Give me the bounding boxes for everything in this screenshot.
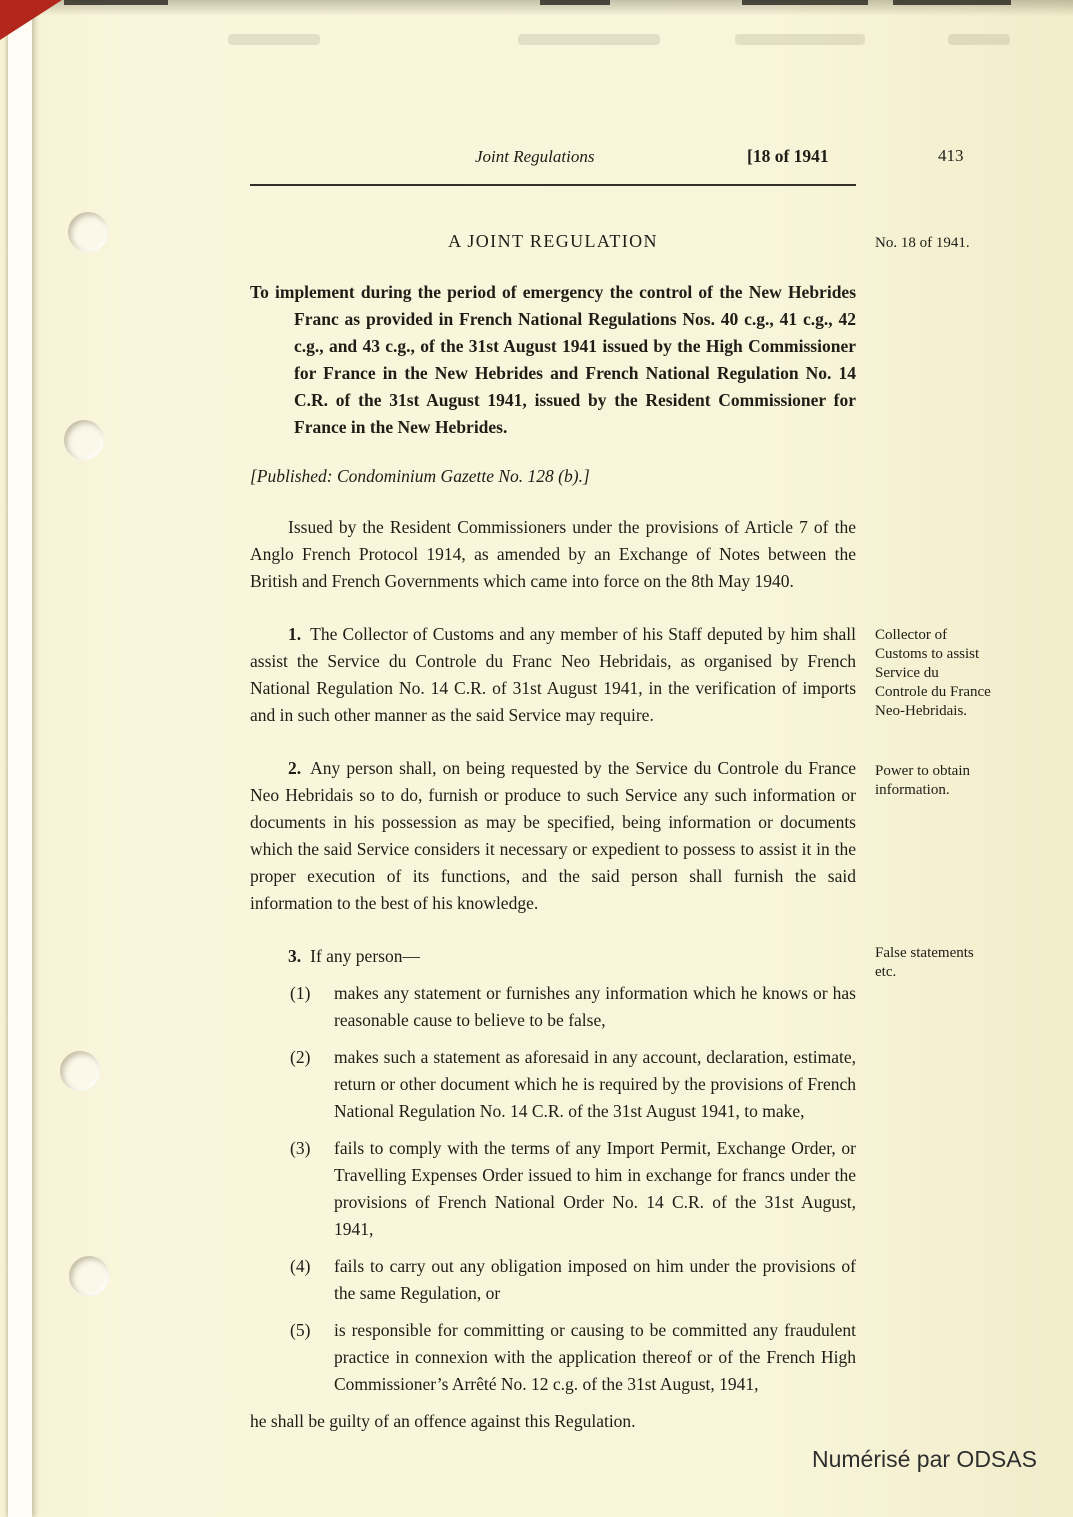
section-2-text: Any person shall, on being requested by the Service du Controle du France Neo Hebridais so to do, furnish or produce to such Service any such information or documents in his possession as may be specified, being information or documents which the said Service considers it necessary or expedient to possess to assist it in the proper execution of its functions, and the said person shall furnish the said information to the best of his knowledge. [250,758,856,913]
page-number: 413 [938,146,964,165]
document-title: A JOINT REGULATION [448,231,658,251]
clause-2-label: (2) [290,1047,311,1067]
header-rule [250,184,856,186]
published-line: [Published: Condominium Gazette No. 128 (b).] [250,466,590,486]
scan-top-shadow [540,0,610,5]
scan-top-shadow [893,0,1011,5]
margin-note-section-3: False statements etc. [875,945,974,980]
scan-smudge [948,34,1010,45]
clause-list [250,980,856,1398]
clause-item [250,1253,856,1307]
hole-punch [64,420,104,460]
scan-smudge [735,34,865,45]
clause-2-text: makes such a statement as aforesaid in any account, declaration, estimate, return or other document which he is required by the provisions of French National Regulation No. 14 C.R. of the 31st August 1941, to make, [334,1047,856,1121]
running-title: Joint Regulations [475,147,595,166]
clause-3-text: fails to comply with the terms of any Import Permit, Exchange Order, or Travelling Expenses Order issued to him in exchange for francs under the provisions of French National Order No. 14 C.R. of the 31st August, 1941, [334,1138,856,1239]
section-3-heading [250,943,856,970]
hole-punch [60,1051,100,1091]
clause-item [250,980,856,1034]
margin-note-regulation-number: No. 18 of 1941. [875,235,970,251]
hole-punch [68,212,108,252]
margin-note-section-1: Collector of Customs to assist Service du Controle du France Neo-Hebridais. [875,627,991,719]
clause-item [250,1044,856,1125]
scan-left-edge [8,0,32,1517]
clause-1-label: (1) [290,983,311,1003]
scan-top-shadow [742,0,868,5]
clause-item [250,1317,856,1398]
clause-1-text: makes any statement or furnishes any information which he knows or has reasonable cause to believe to be false, [334,983,856,1030]
scan-top-shadow [64,0,168,5]
scan-smudge [228,34,320,45]
closing-line: he shall be guilty of an offence against this Regulation. [250,1411,636,1431]
margin-note-section-2: Power to obtain information. [875,763,970,798]
clause-5-text: is responsible for committing or causing to be committed any fraudulent practice in connexion with the application thereof or of the French High Commissioner’s Arrêté No. 12 c.g. of the 31st August, 1941, [334,1320,856,1394]
issued-paragraph: Issued by the Resident Commissioners under the provisions of Article 7 of the Anglo French Protocol 1914, as amended by an Exchange of Notes between the British and French Governments which came into force on the 8th May 1940. [250,517,856,591]
scan-smudge [518,34,660,45]
section-1-paragraph [250,621,856,729]
section-1-number: 1. [288,624,302,644]
clause-3-label: (3) [290,1138,311,1158]
scan-credit: Numérisé par ODSAS [812,1446,1037,1472]
section-3-text: If any person— [310,946,420,966]
clause-4-text: fails to carry out any obligation imposed on him under the provisions of the same Regulation, or [334,1256,856,1303]
hole-punch [69,1256,109,1296]
clause-5-label: (5) [290,1320,311,1340]
clause-item [250,1135,856,1243]
section-2-paragraph [250,755,856,917]
preamble-paragraph: To implement during the period of emergency the control of the New Hebrides Franc as provided in French National Regulations Nos. 40 c.g., 41 c.g., 42 c.g., and 43 c.g., of the 31st August 1941 issued by the High Commissioner for France in the New Hebrides and French National Regulation No. 14 C.R. of the 31st August 1941, issued by the Resident Commissioner for France in the New Hebrides. [250,282,856,437]
section-1-text: The Collector of Customs and any member of his Staff deputed by him shall assist the Service du Controle du Franc Neo Hebridais, as organised by French National Regulation No. 14 C.R. of 31st August 1941, in the verification of imports and in such other manner as the said Service may require. [250,624,856,725]
section-2-number: 2. [288,758,302,778]
clause-4-label: (4) [290,1256,311,1276]
issue-reference: [18 of 1941 [747,146,829,166]
section-3-number: 3. [288,946,302,966]
document-body [250,228,856,1453]
